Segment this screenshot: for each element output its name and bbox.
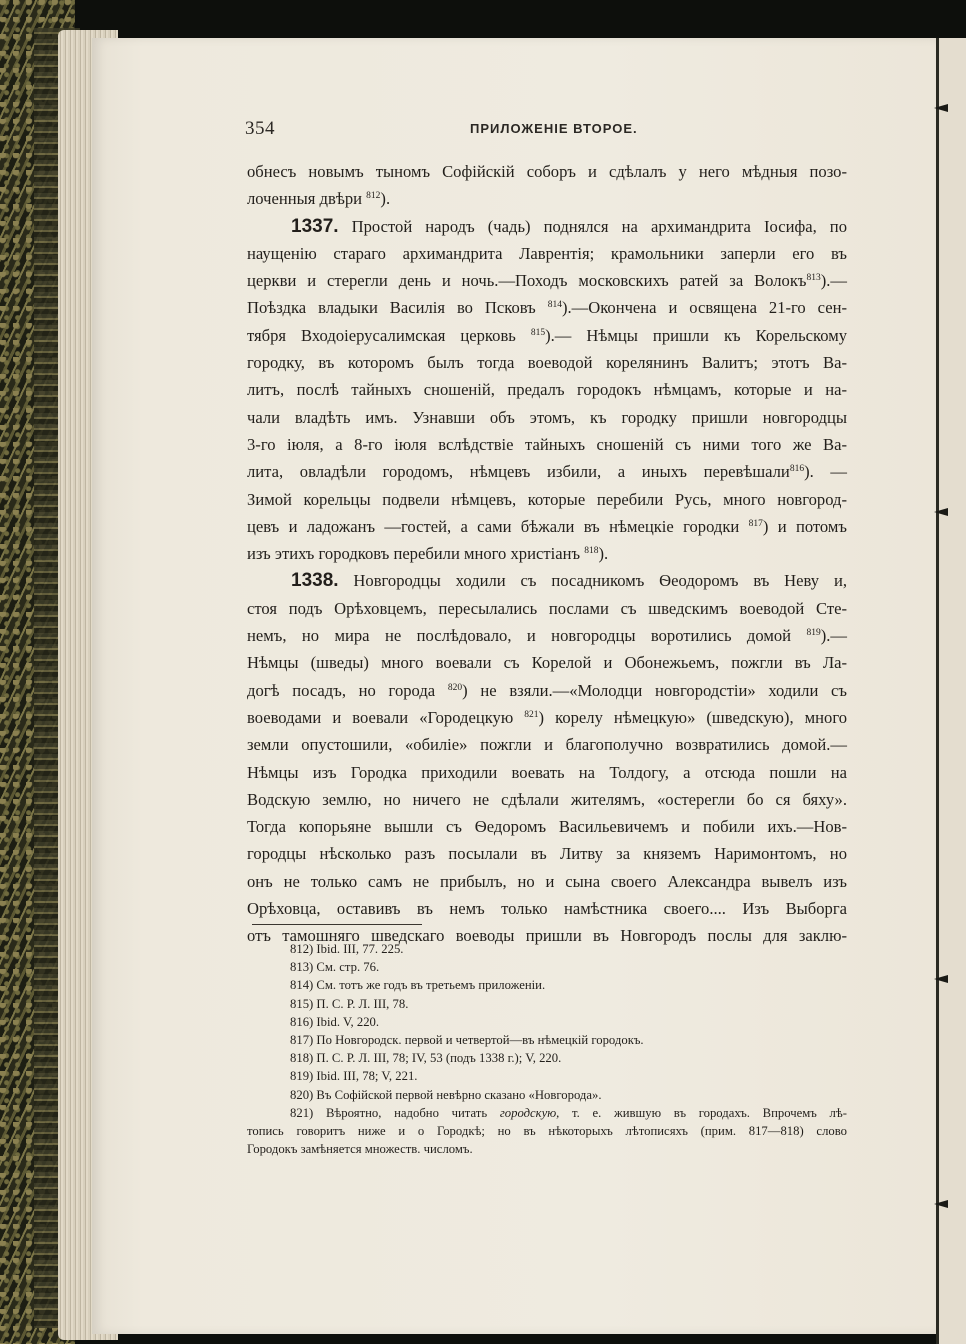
facing-page-edge (936, 38, 966, 1344)
year-heading: 1337. (291, 215, 339, 237)
text-line (247, 677, 847, 704)
text-line (247, 704, 847, 731)
text-line (247, 895, 847, 922)
line-text-tail: ) и потомъ (762, 516, 847, 536)
text-line (247, 595, 847, 622)
year-heading: 1338. (291, 570, 339, 592)
line-text: чали владѣть имъ. Узнавши объ этомъ, къ городку пришли новгородцы (247, 407, 847, 427)
footnote-ref: 821 (524, 709, 539, 720)
text-line (247, 322, 847, 349)
line-text: цевъ и ладожанъ —гостей, а сами бѣжали въ нѣмецкіе городки (247, 516, 749, 536)
text-line (247, 540, 847, 567)
line-text: Орѣховца, оставивъ въ немъ только намѣстника своего.... Изъ Выборга (247, 899, 847, 919)
running-title: ПРИЛОЖЕНІЕ ВТОРОЕ. (470, 121, 638, 136)
line-text-tail: ).— (820, 271, 847, 291)
text-line (247, 267, 847, 294)
line-text: догѣ посадъ, но города (247, 680, 448, 700)
line-text: обнесъ новымъ тыномъ Софійскій соборъ и сдѣлалъ у него мѣдныя позо- (247, 162, 847, 181)
footnote-text: топись говоритъ ниже и о Городкѣ; но въ нѣкоторыхъ лѣтописяхъ (прим. 817—818) слово (247, 1123, 847, 1138)
text-line (247, 622, 847, 649)
line-text: Водскую землю, но ничего не сдѣлали жителямъ, «остерегли бо ся бяху». (247, 789, 847, 809)
footnote-text: Городокъ замѣняется множеств. числомъ. (247, 1142, 473, 1157)
line-text-tail: ).—Окончена и освящена 21-го сен- (561, 298, 847, 318)
text-line (247, 431, 847, 458)
line-text: Зимой корельцы подвели нѣмцевъ, которые перебили Русь, много новгород- (247, 489, 847, 509)
text-line (247, 158, 847, 185)
line-text: тября Входоіерусалимская церковь (247, 325, 531, 345)
paragraph-start-line (247, 567, 847, 594)
line-text-tail: ).— Нѣмцы пришли къ Корельскому (545, 325, 848, 345)
text-line (247, 376, 847, 403)
text-line (247, 458, 847, 485)
footnote (247, 1104, 847, 1122)
footnote-text-tail: т. е. жившую въ городахъ. Впрочемъ лѣ- (559, 1105, 847, 1120)
line-text: изъ этихъ городковъ перебили много христіанъ (247, 544, 585, 564)
text-line (247, 731, 847, 758)
footnote-italic: городскую, (499, 1105, 560, 1120)
text-line (247, 185, 847, 212)
line-text-tail: ) корелу нѣмецкую» (шведскую), много (538, 707, 848, 727)
line-text: стоя подъ Орѣховцемъ, пересылались послами съ шведскимъ воеводой Сте- (247, 598, 847, 618)
footnote-text: 814) См. тотъ же годъ въ третьемъ приложеніи. (290, 978, 546, 993)
text-line (247, 240, 847, 267)
text-line (247, 813, 847, 840)
line-text: литъ, послѣ тайныхъ сношеній, предалъ городокъ нѣмцамъ, которые и на- (247, 380, 847, 400)
footnote (247, 1067, 847, 1085)
paragraph-start-line (247, 213, 847, 240)
line-text: Тогда копорьяне вышли съ Ѳедоромъ Васильевичемъ и побили ихъ.—Нов- (247, 817, 847, 837)
line-text: городцы нѣсколько разъ посылали въ Литву за княземъ Наримонтомъ, но (247, 844, 847, 864)
line-text-tail: ). (598, 544, 609, 564)
line-text-tail: ) не взяли.—«Молодци новгородстіи» ходили съ (462, 680, 847, 700)
footnotes (247, 940, 847, 1158)
footnote (247, 1013, 847, 1031)
text-line (247, 404, 847, 431)
footnote-ref: 817 (748, 518, 763, 529)
footnote-rule (252, 924, 422, 925)
footnote (247, 1049, 847, 1067)
line-text: Поѣздка владыки Василія во Псковъ (247, 298, 548, 318)
line-text: лоченныя двѣри (247, 189, 367, 209)
line-text: лита, овладѣли городомъ, нѣмцевъ избили, а иныхъ перевѣшали (247, 462, 790, 482)
footnote-text: 813) См. стр. 76. (290, 960, 380, 975)
body-text (247, 158, 847, 950)
footnote (247, 1086, 847, 1104)
footnote-text: 817) По Новгородск. первой и четвертой—въ нѣмецкій городокъ. (290, 1032, 644, 1047)
line-text: Простой народъ (чадь) поднялся на архимандрита Іосифа, по (338, 216, 847, 236)
text-line (247, 294, 847, 321)
line-text: городку, въ которомъ былъ тогда воеводой корелянинъ Валитъ; этотъ Ва- (247, 353, 847, 373)
text-line (247, 349, 847, 376)
footnote-text: 820) Въ Софійской первой невѣрно сказано «Новгорода». (290, 1087, 602, 1102)
footnote (247, 995, 847, 1013)
line-text: земли опустошили, «обиліе» пожгли и благополучно возвратились домой.— (247, 735, 847, 755)
text-line (247, 786, 847, 813)
text-line (247, 840, 847, 867)
footnote-text: 818) П. С. Р. Л. III, 78; IV, 53 (подъ 1338 г.); V, 220. (290, 1051, 562, 1066)
footnote-continuation (247, 1140, 847, 1158)
footnote-text: 816) Ibid. V, 220. (290, 1014, 380, 1029)
footnote-ref: 819 (806, 628, 821, 639)
footnote-ref: 818 (584, 546, 599, 557)
line-text: онъ не только самъ не прибылъ, но и сына своего Александра вывелъ изъ (247, 871, 847, 891)
footnote (247, 958, 847, 976)
footnote-ref: 813 (806, 273, 821, 284)
line-text: Новгородцы ходили съ посадникомъ Ѳеодоромъ въ Неву и, (338, 571, 847, 591)
footnote-ref: 812 (366, 191, 381, 202)
footnote-text: 821) Вѣроятно, надобно читать (290, 1105, 500, 1120)
line-text-tail: ). (380, 189, 391, 209)
line-text: немъ, но мира не послѣдовало, и новгородцы воротились домой (247, 626, 807, 646)
footnote-ref: 820 (447, 682, 463, 693)
footnote-ref: 816 (789, 464, 805, 475)
line-text-tail: ).— (820, 626, 847, 646)
running-head (0, 118, 966, 140)
footnote (247, 1031, 847, 1049)
line-text: Нѣмцы изъ Городка приходили воевать на Толдогу, а отсюда пошли на (247, 762, 847, 782)
footnote-ref: 814 (547, 300, 562, 311)
footnote-ref: 815 (530, 327, 546, 338)
footnote (247, 940, 847, 958)
line-text: 3-го іюля, а 8-го іюля вслѣдствіе тайныхъ сношеній съ ними того же Ва- (247, 434, 847, 454)
footnote-text: 815) П. С. Р. Л. III, 78. (290, 996, 409, 1011)
text-line (247, 513, 847, 540)
text-line (247, 649, 847, 676)
footnote-continuation (247, 1122, 847, 1140)
line-text: воеводами и воевали «Городецкую (247, 707, 525, 727)
text-line (247, 868, 847, 895)
line-text: наущенію стараго архимандрита Лаврентія; крамольники заперли его въ (247, 243, 847, 263)
text-line (247, 759, 847, 786)
line-text: Нѣмцы (шведы) много воевали съ Корелой и Обонежьемъ, пожгли въ Ла- (247, 653, 847, 673)
line-text: церкви и стерегли день и ночь.—Походъ московскихъ ратей за Волокъ (247, 271, 807, 291)
footnote-text: 819) Ibid. III, 78; V, 221. (290, 1069, 418, 1084)
line-text: отъ тамошняго шведскаго воеводы пришли въ Новгородъ послы для заклю- (247, 926, 847, 946)
line-text-tail: ). — (804, 462, 847, 482)
footnote-text: 812) Ibid. III, 77. 225. (290, 942, 404, 956)
footnote (247, 976, 847, 994)
page-number: 354 (245, 118, 275, 139)
text-line (247, 486, 847, 513)
